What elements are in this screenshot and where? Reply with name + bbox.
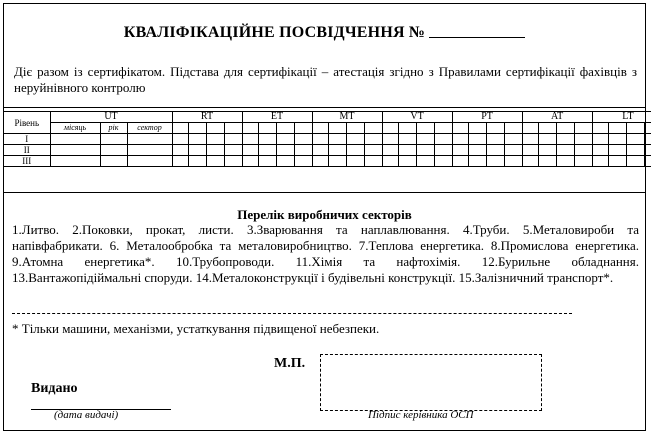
- blank-cell: [644, 123, 651, 134]
- blank-cell: [468, 156, 486, 167]
- blank-cell: [258, 123, 276, 134]
- signature-caption: Підпис керівника ОСП: [368, 409, 474, 421]
- blank-cell: [556, 123, 574, 134]
- blank-cell: [328, 134, 346, 145]
- blank-cell: [644, 145, 651, 156]
- method-pt: PT: [452, 112, 522, 123]
- blank-cell: [416, 123, 434, 134]
- blank-cell: [592, 156, 608, 167]
- blank-cell: [486, 145, 504, 156]
- level-row-1: [4, 134, 651, 145]
- blank-cell: [346, 123, 364, 134]
- blank-cell: [434, 145, 452, 156]
- blank-cell: [626, 134, 644, 145]
- blank-cell: [276, 145, 294, 156]
- blank-cell: [538, 134, 556, 145]
- blank-cell: [382, 123, 398, 134]
- blank-cell: [452, 134, 468, 145]
- blank-cell: [127, 145, 172, 156]
- blank-cell: [504, 134, 522, 145]
- blank-cell: [538, 123, 556, 134]
- blank-cell: [188, 156, 206, 167]
- blank-cell: [644, 156, 651, 167]
- blank-cell: [346, 134, 364, 145]
- level-header: Рівень: [4, 112, 50, 134]
- blank-cell: [434, 134, 452, 145]
- level-label: III: [4, 156, 50, 167]
- blank-cell: [486, 123, 504, 134]
- blank-cell: [328, 156, 346, 167]
- blank-cell: [364, 123, 382, 134]
- blank-cell: [50, 145, 100, 156]
- blank-cell: [172, 123, 188, 134]
- blank-cell: [556, 156, 574, 167]
- blank-cell: [644, 134, 651, 145]
- blank-cell: [574, 134, 592, 145]
- blank-cell: [328, 123, 346, 134]
- blank-cell: [206, 123, 224, 134]
- number-blank-line: [429, 37, 525, 38]
- blank-cell: [100, 156, 127, 167]
- blank-cell: [328, 145, 346, 156]
- blank-cell: [592, 123, 608, 134]
- blank-cell: [224, 156, 242, 167]
- blank-cell: [364, 145, 382, 156]
- blank-cell: [258, 134, 276, 145]
- level-label: I: [4, 134, 50, 145]
- blank-cell: [574, 156, 592, 167]
- blank-cell: [224, 123, 242, 134]
- blank-cell: [127, 156, 172, 167]
- blank-cell: [574, 123, 592, 134]
- blank-cell: [206, 156, 224, 167]
- blank-cell: [258, 156, 276, 167]
- blank-cell: [206, 134, 224, 145]
- blank-cell: [608, 156, 626, 167]
- blank-cell: [294, 145, 312, 156]
- blank-cell: [206, 145, 224, 156]
- blank-cell: [364, 134, 382, 145]
- blank-cell: [416, 156, 434, 167]
- dashed-separator: [12, 313, 572, 314]
- issued-label: Видано: [31, 381, 78, 396]
- ut-sub-sector: сектор: [127, 123, 172, 134]
- blank-cell: [398, 134, 416, 145]
- blank-cell: [452, 145, 468, 156]
- footnote: * Тільки машини, механізми, устаткування підвищеної небезпеки.: [12, 321, 380, 336]
- method-et: ET: [242, 112, 312, 123]
- qualification-table: [4, 111, 651, 167]
- method-lt: LT: [592, 112, 651, 123]
- blank-cell: [382, 134, 398, 145]
- level-row-2: [4, 145, 651, 156]
- blank-cell: [504, 145, 522, 156]
- blank-cell: [574, 145, 592, 156]
- blank-cell: [522, 123, 538, 134]
- blank-cell: [468, 145, 486, 156]
- blank-cell: [172, 145, 188, 156]
- sectors-title: Перелік виробничих секторів: [237, 207, 412, 222]
- blank-cell: [556, 134, 574, 145]
- ut-sub-month: місяць: [50, 123, 100, 134]
- blank-cell: [188, 134, 206, 145]
- blank-cell: [276, 134, 294, 145]
- blank-cell: [100, 134, 127, 145]
- blank-cell: [276, 123, 294, 134]
- blank-cell: [172, 156, 188, 167]
- blank-cell: [522, 145, 538, 156]
- blank-cell: [592, 134, 608, 145]
- table-divider: [4, 192, 645, 193]
- blank-cell: [538, 145, 556, 156]
- method-mt: MT: [312, 112, 382, 123]
- header-divider: [4, 107, 645, 108]
- blank-cell: [398, 145, 416, 156]
- sectors-list: 1.Литво. 2.Поковки, прокат, листи. 3.Зварювання та наплавлювання. 4.Труби. 5.Металовироби та напівфабрикати. 6. Металообробка та металовиробництво. 7.Теплова енергетика. 8.Промислова енергетика. 9.Атомна енергетика*. 10.Трубопроводи. 11.Хімія та нафтохімія. 12.Бурильне обладнання. 13.Вантажопідіймальні споруди. 14.Металоконструкції і будівельні конструкції. 15.Залізничний транспорт*.: [12, 222, 639, 285]
- blank-cell: [626, 145, 644, 156]
- blank-cell: [608, 134, 626, 145]
- certificate-card: [3, 3, 646, 431]
- method-at: AT: [522, 112, 592, 123]
- level-label: II: [4, 145, 50, 156]
- blank-cell: [242, 145, 258, 156]
- document-title: [4, 24, 645, 42]
- blank-cell: [522, 134, 538, 145]
- blank-cell: [626, 123, 644, 134]
- blank-cell: [294, 134, 312, 145]
- blank-cell: [556, 145, 574, 156]
- blank-cell: [188, 145, 206, 156]
- blank-cell: [608, 145, 626, 156]
- blank-cell: [224, 134, 242, 145]
- blank-cell: [486, 156, 504, 167]
- stamp-signature-box: [320, 354, 542, 411]
- blank-cell: [626, 156, 644, 167]
- blank-cell: [522, 156, 538, 167]
- blank-cell: [592, 145, 608, 156]
- blank-cell: [258, 145, 276, 156]
- blank-cell: [452, 156, 468, 167]
- blank-cell: [50, 156, 100, 167]
- blank-cell: [172, 134, 188, 145]
- blank-cell: [312, 145, 328, 156]
- blank-cell: [312, 156, 328, 167]
- blank-cell: [504, 156, 522, 167]
- blank-cell: [468, 123, 486, 134]
- blank-cell: [416, 134, 434, 145]
- blank-cell: [242, 123, 258, 134]
- ut-sub-year: рік: [100, 123, 127, 134]
- blank-cell: [416, 145, 434, 156]
- blank-cell: [312, 123, 328, 134]
- blank-cell: [398, 156, 416, 167]
- blank-cell: [188, 123, 206, 134]
- blank-cell: [346, 156, 364, 167]
- blank-cell: [294, 123, 312, 134]
- method-vt: VT: [382, 112, 452, 123]
- blank-cell: [382, 156, 398, 167]
- title-text: КВАЛІФІКАЦІЙНЕ ПОСВІДЧЕННЯ №: [123, 24, 426, 41]
- blank-cell: [382, 145, 398, 156]
- blank-cell: [312, 134, 328, 145]
- blank-cell: [504, 123, 522, 134]
- method-header-row: [4, 112, 651, 123]
- method-ut: UT: [50, 112, 172, 123]
- blank-cell: [242, 156, 258, 167]
- blank-cell: [346, 145, 364, 156]
- blank-cell: [50, 134, 100, 145]
- method-rt: RT: [172, 112, 242, 123]
- blank-cell: [224, 145, 242, 156]
- blank-cell: [608, 123, 626, 134]
- blank-cell: [452, 123, 468, 134]
- blank-cell: [538, 156, 556, 167]
- blank-cell: [242, 134, 258, 145]
- blank-cell: [364, 156, 382, 167]
- blank-cell: [398, 123, 416, 134]
- blank-cell: [127, 134, 172, 145]
- level-row-3: [4, 156, 651, 167]
- intro-paragraph: Діє разом із сертифікатом. Підстава для сертифікації – атестація згідно з Правилами сертифікації фахівців з неруйнівного контролю: [14, 64, 637, 95]
- subheader-row: [4, 123, 651, 134]
- blank-cell: [276, 156, 294, 167]
- blank-cell: [294, 156, 312, 167]
- blank-cell: [434, 123, 452, 134]
- stamp-label: М.П.: [274, 356, 306, 371]
- blank-cell: [100, 145, 127, 156]
- blank-cell: [434, 156, 452, 167]
- blank-cell: [486, 134, 504, 145]
- date-caption: (дата видачі): [54, 409, 119, 421]
- blank-cell: [468, 134, 486, 145]
